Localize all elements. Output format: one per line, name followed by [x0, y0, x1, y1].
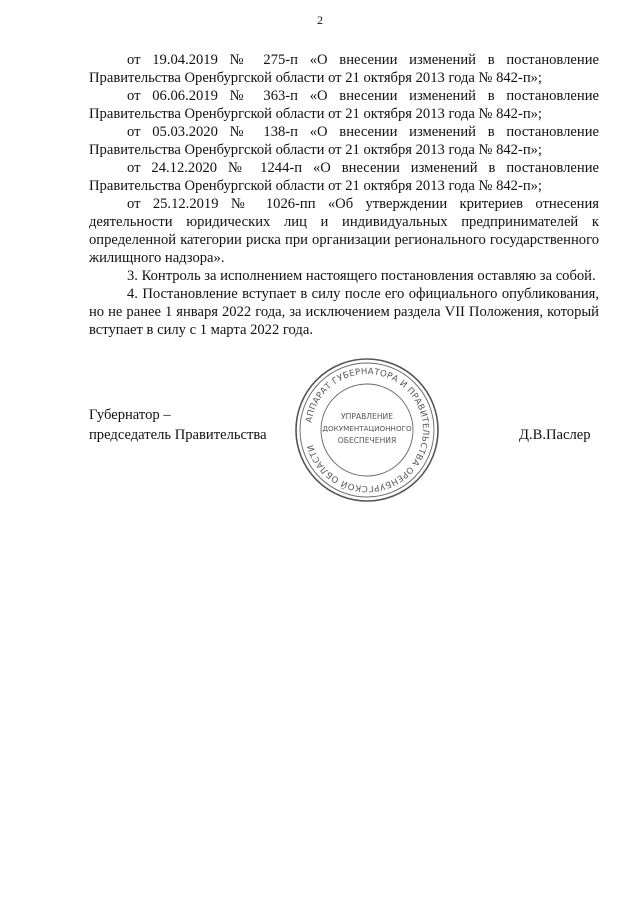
paragraph-amendment-5: от 25.12.2019 № 1026-пп «Об утверждении критериев отнесения деятельности юридических лиц и индивидуальных предпринимателей к определенной категории риска при организации регионального государственного жилищного надзора».	[89, 196, 599, 266]
paragraph-amendment-3: от 05.03.2020 № 138-п «О внесении изменений в постановление Правительства Оренбургской области от 21 октября 2013 года № 842-п»;	[89, 124, 599, 158]
document-body	[89, 51, 599, 339]
stamp-center-line3: ОБЕСПЕЧЕНИЯ	[337, 436, 397, 445]
signatory-name: Д.В.Паслер	[519, 427, 591, 443]
stamp-ring-text: АППАРАТ ГУБЕРНАТОРА И ПРАВИТЕЛЬСТВА ОРЕНБУРГСКОЙ ОБЛАСТИ	[304, 366, 431, 494]
paragraph-amendment-2: от 06.06.2019 № 363-п «О внесении изменений в постановление Правительства Оренбургской области от 21 октября 2013 года № 842-п»;	[89, 88, 599, 122]
paragraph-control: 3. Контроль за исполнением настоящего постановления оставляю за собой.	[127, 268, 596, 284]
signatory-position-line2: председатель Правительства	[89, 427, 267, 443]
page-number: 2	[317, 13, 323, 27]
paragraph-amendment-4: от 24.12.2020 № 1244-п «О внесении изменений в постановление Правительства Оренбургской области от 21 октября 2013 года № 842-п»;	[89, 160, 599, 194]
paragraph-entry-into-force: 4. Постановление вступает в силу после его официального опубликования, но не ранее 1 января 2022 года, за исключением раздела VII Положения, который вступает в силу с 1 марта 2022 года.	[89, 286, 599, 338]
paragraph-amendment-1: от 19.04.2019 № 275-п «О внесении изменений в постановление Правительства Оренбургской области от 21 октября 2013 года № 842-п»;	[89, 52, 599, 86]
stamp-center-line2: ДОКУМЕНТАЦИОННОГО	[322, 424, 412, 433]
signatory-position-line1: Губернатор –	[89, 407, 171, 423]
official-stamp	[292, 355, 442, 505]
signatory-position	[89, 405, 267, 445]
stamp-center-line1: УПРАВЛЕНИЕ	[340, 412, 394, 421]
